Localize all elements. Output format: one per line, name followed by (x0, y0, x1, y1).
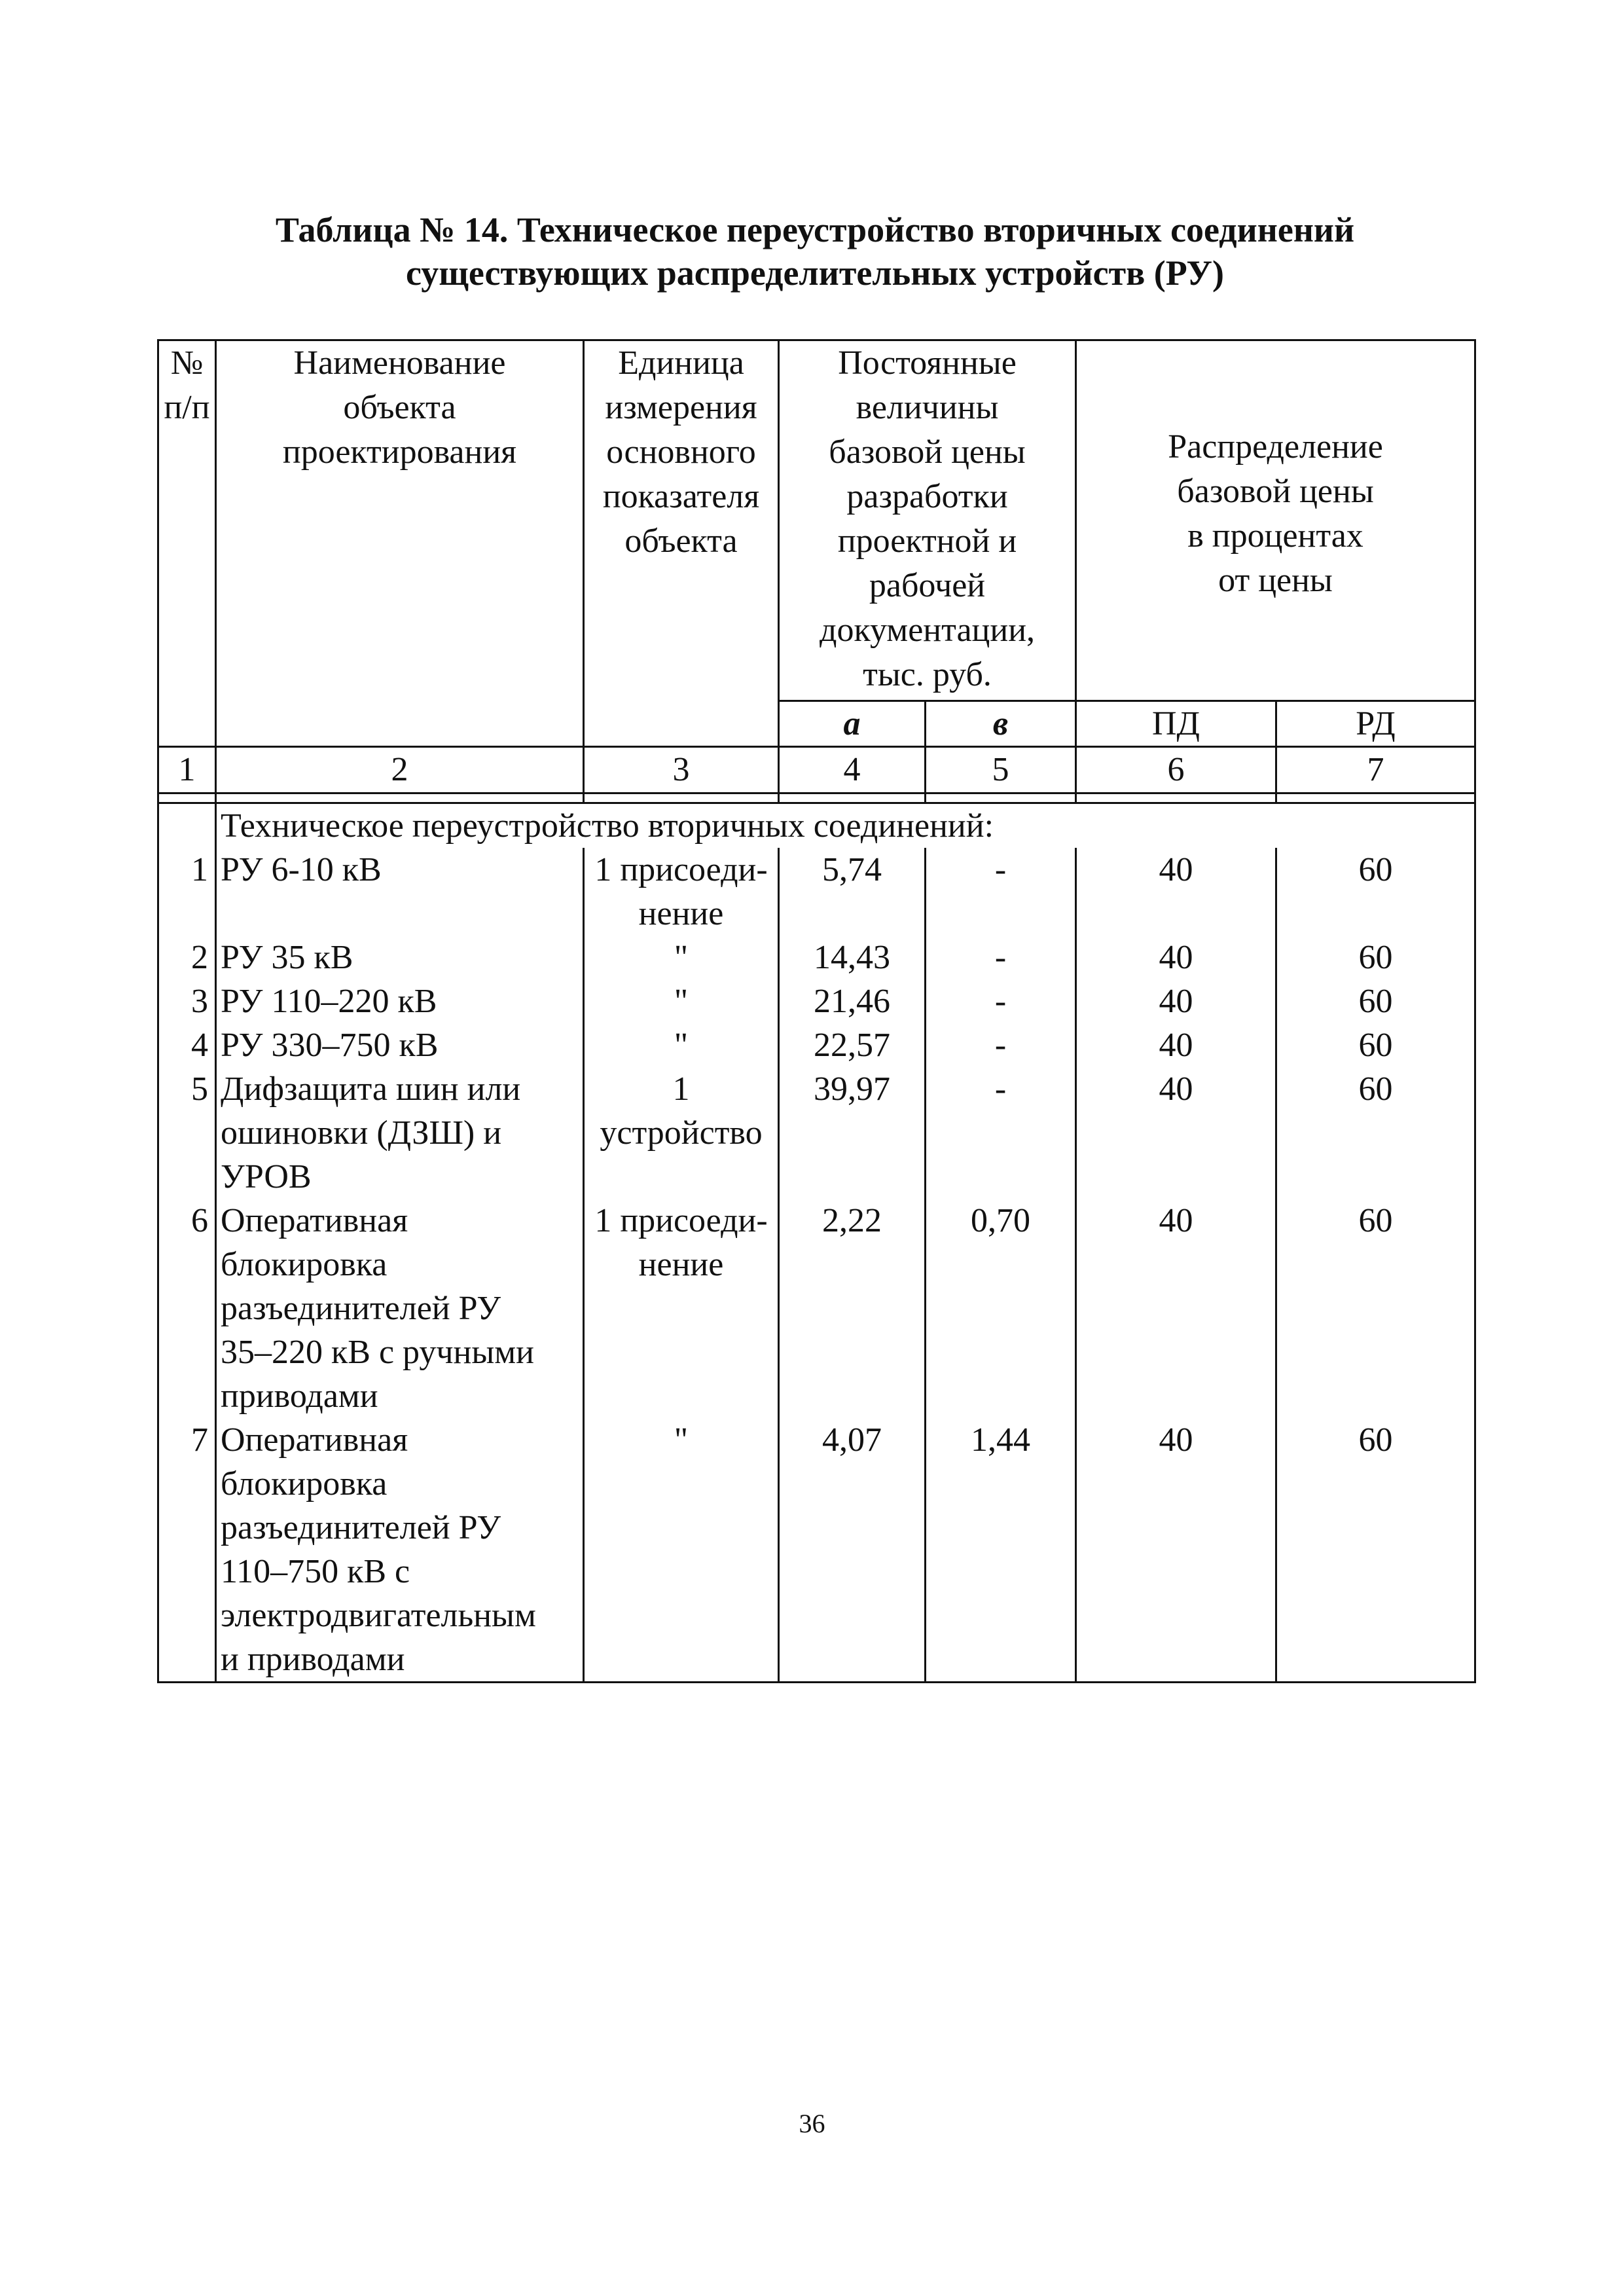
row-number: 6 (158, 1199, 216, 1418)
row-rd-percent: 60 (1276, 936, 1475, 979)
header-distribution: Распределение базовой цены в процентах от цены (1076, 340, 1475, 701)
row-pd-percent: 40 (1076, 1023, 1276, 1067)
row-price-a: 21,46 (779, 979, 926, 1023)
row-rd-percent: 60 (1276, 979, 1475, 1023)
column-number: 7 (1276, 747, 1475, 793)
row-rd-percent: 60 (1276, 1023, 1475, 1067)
row-price-b: - (926, 848, 1076, 936)
page-number: 36 (799, 2109, 825, 2138)
row-name: РУ 6-10 кВ (216, 848, 584, 936)
row-price-a: 39,97 (779, 1067, 926, 1199)
header-base-price: Постоянные величины базовой цены разработки проектной и рабочей документации, тыс. руб. (779, 340, 1076, 701)
column-number: 6 (1076, 747, 1276, 793)
table-body (158, 803, 1475, 1683)
row-unit: " (584, 1023, 779, 1067)
row-price-a: 4,07 (779, 1418, 926, 1683)
table-title (151, 208, 1479, 295)
table-row (158, 936, 1475, 979)
row-unit: " (584, 1418, 779, 1683)
table-row (158, 848, 1475, 936)
subheader-rd: РД (1276, 701, 1475, 747)
row-name: РУ 110–220 кВ (216, 979, 584, 1023)
subheader-b: в (926, 701, 1076, 747)
header-unit: Единица измерения основного показателя объекта (584, 340, 779, 747)
row-unit: 1 присоеди- нение (584, 848, 779, 936)
section-title: Техническое переустройство вторичных соединений: (216, 803, 1475, 848)
row-price-b: 1,44 (926, 1418, 1076, 1683)
row-number: 7 (158, 1418, 216, 1683)
row-unit: " (584, 936, 779, 979)
subheader-a: а (779, 701, 926, 747)
row-name: Оперативная блокировка разъединителей РУ 35–220 кВ с ручными приводами (216, 1199, 584, 1418)
row-rd-percent: 60 (1276, 1067, 1475, 1199)
row-unit: " (584, 979, 779, 1023)
row-unit: 1 устройство (584, 1067, 779, 1199)
column-number: 4 (779, 747, 926, 793)
row-pd-percent: 40 (1076, 848, 1276, 936)
row-rd-percent: 60 (1276, 1199, 1475, 1418)
table-row (158, 1418, 1475, 1683)
row-price-a: 2,22 (779, 1199, 926, 1418)
header-name: Наименование объекта проектирования (216, 340, 584, 747)
row-price-b: - (926, 1067, 1076, 1199)
row-rd-percent: 60 (1276, 1418, 1475, 1683)
row-pd-percent: 40 (1076, 936, 1276, 979)
row-number: 1 (158, 848, 216, 936)
row-name: РУ 330–750 кВ (216, 1023, 584, 1067)
subheader-pd: ПД (1076, 701, 1276, 747)
row-price-b: - (926, 979, 1076, 1023)
row-price-a: 5,74 (779, 848, 926, 936)
row-number: 5 (158, 1067, 216, 1199)
row-pd-percent: 40 (1076, 1067, 1276, 1199)
row-price-a: 14,43 (779, 936, 926, 979)
row-price-b: - (926, 1023, 1076, 1067)
row-number: 2 (158, 936, 216, 979)
row-unit: 1 присоеди- нение (584, 1199, 779, 1418)
title-line-1: Таблица № 14. Техническое переустройство вторичных соединений (275, 210, 1355, 249)
row-price-b: 0,70 (926, 1199, 1076, 1418)
title-line-2: существующих распределительных устройств (РУ) (406, 253, 1224, 293)
row-pd-percent: 40 (1076, 1199, 1276, 1418)
column-number: 1 (158, 747, 216, 793)
row-rd-percent: 60 (1276, 848, 1475, 936)
table-row (158, 979, 1475, 1023)
table-row (158, 1067, 1475, 1199)
column-number: 5 (926, 747, 1076, 793)
table-row (158, 1023, 1475, 1067)
column-number: 3 (584, 747, 779, 793)
header-num: № п/п (158, 340, 216, 747)
row-name: Дифзащита шин или ошиновки (ДЗШ) и УРОВ (216, 1067, 584, 1199)
data-table (157, 339, 1476, 1683)
row-pd-percent: 40 (1076, 979, 1276, 1023)
row-name: РУ 35 кВ (216, 936, 584, 979)
row-pd-percent: 40 (1076, 1418, 1276, 1683)
table-row (158, 1199, 1475, 1418)
row-price-b: - (926, 936, 1076, 979)
row-number: 3 (158, 979, 216, 1023)
row-name: Оперативная блокировка разъединителей РУ 110–750 кВ с электродвигательным и приводами (216, 1418, 584, 1683)
row-price-a: 22,57 (779, 1023, 926, 1067)
column-number: 2 (216, 747, 584, 793)
row-number: 4 (158, 1023, 216, 1067)
